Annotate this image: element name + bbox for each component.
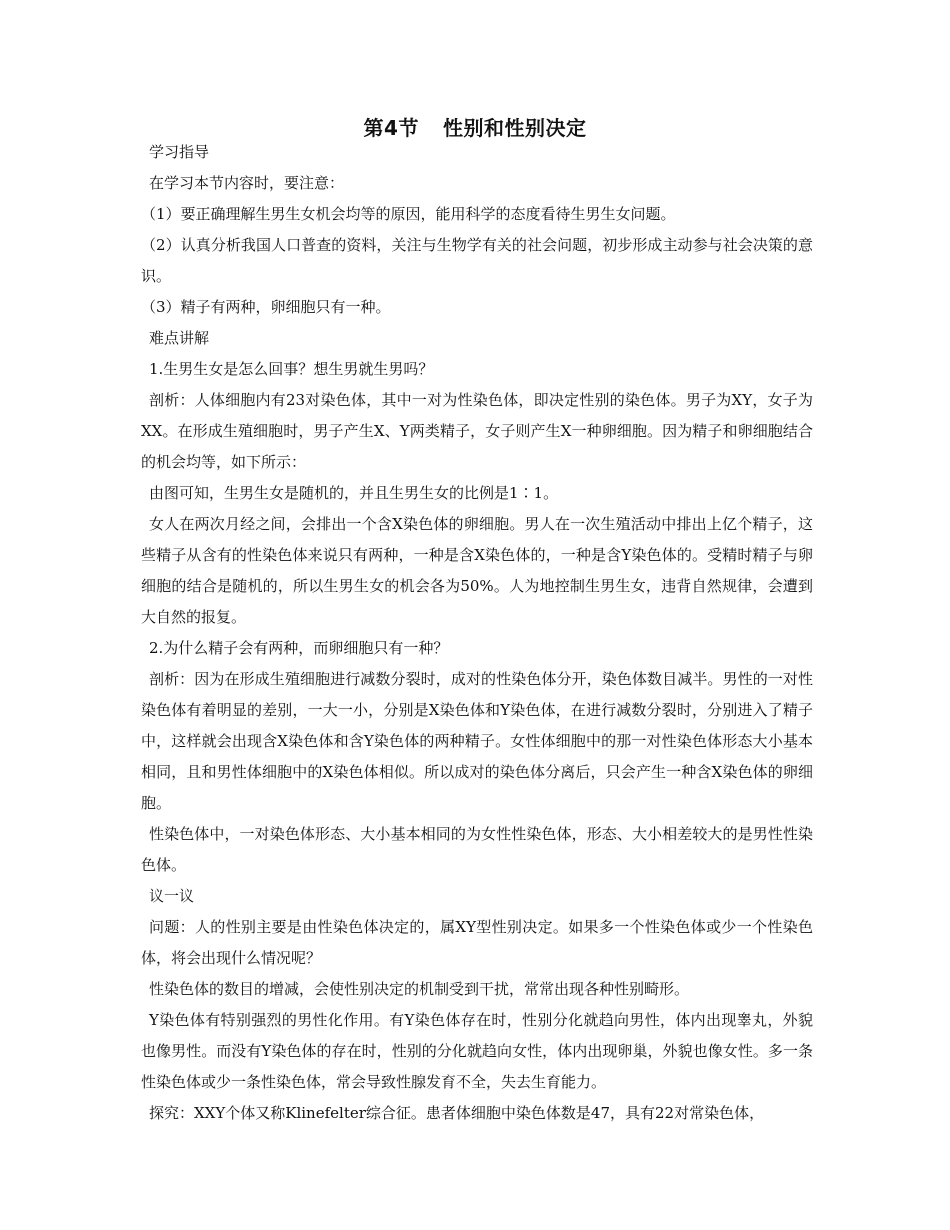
heading-difficulties: 难点讲解 [149,329,210,347]
paragraph: 探究：XXY个体又称Klinefelter综合征。患者体细胞中染色体数是47，具有22对常染色体， [149,1104,765,1122]
paragraph: Y染色体有特别强烈的男性化作用。有Y染色体存在时，性别分化就趋向男性，体内出现睾丸，外貌也像男性。而没有Y染色体的存在时，性别的分化就趋向女性，体内出现卵巢，外貌也像女性。多一条性染色体或少一条性染色体，常会导致性腺发育不全，失去生育能力。 [141,1011,813,1091]
paragraph: 女人在两次月经之间，会排出一个含X染色体的卵细胞。男人在一次生殖活动中排出上亿个精子，这些精子从含有的性染色体来说只有两种，一种是含X染色体的，一种是含Y染色体的。受精时精子与卵细胞的结合是随机的，所以生男生女的机会各为50%。人为地控制生男生女，违背自然规律，会遭到大自然的报复。 [141,515,813,626]
heading-discussion: 议一议 [149,887,195,905]
section-number: 第4节 [363,116,419,140]
paragraph: 由图可知，生男生女是随机的，并且生男生女的比例是1∶1。 [149,484,559,502]
paragraph: 剖析：因为在形成生殖细胞进行减数分裂时，成对的性染色体分开，染色体数目减半。男性的一对性染色体有着明显的差别，一大一小，分别是X染色体和Y染色体，在进行减数分裂时，分别进入了精子中，这样就会出现含X染色体和含Y染色体的两种精子。女性体细胞中的那一对性染色体形态大小基本相同，且和男性体细胞中的X染色体相似。所以成对的染色体分离后，只会产生一种含X染色体的卵细胞。 [141,670,813,812]
section-name: 性别和性别决定 [442,116,587,140]
paragraph: 问题：人的性别主要是由性染色体决定的，属XY型性别决定。如果多一个性染色体或少一个性染色体，将会出现什么情况呢？ [141,918,813,967]
paragraph: 在学习本节内容时，要注意： [149,174,345,192]
question-heading: 2.为什么精子会有两种，而卵细胞只有一种？ [149,639,449,657]
heading-study-guide: 学习指导 [149,143,210,161]
paragraph: 剖析：人体细胞内有23对染色体，其中一对为性染色体，即决定性别的染色体。男子为XY，女子为XX。在形成生殖细胞时，男子产生X、Y两类精子，女子则产生X一种卵细胞。因为精子和卵细胞结合的机会均等，如下所示： [141,391,813,471]
document-body [141,137,813,1129]
list-item: （3）精子有两种，卵细胞只有一种。 [141,298,391,316]
question-heading: 1.生男生女是怎么回事？想生男就生男吗？ [149,360,434,378]
list-item: （1）要正确理解生男生女机会均等的原因，能用科学的态度看待生男生女问题。 [141,205,676,223]
paragraph: 性染色体中，一对染色体形态、大小基本相同的为女性性染色体，形态、大小相差较大的是男性性染色体。 [141,825,813,874]
paragraph: 性染色体的数目的增减，会使性别决定的机制受到干扰，常常出现各种性别畸形。 [149,980,690,998]
list-item: （2）认真分析我国人口普查的资料，关注与生物学有关的社会问题，初步形成主动参与社会决策的意识。 [141,236,813,285]
